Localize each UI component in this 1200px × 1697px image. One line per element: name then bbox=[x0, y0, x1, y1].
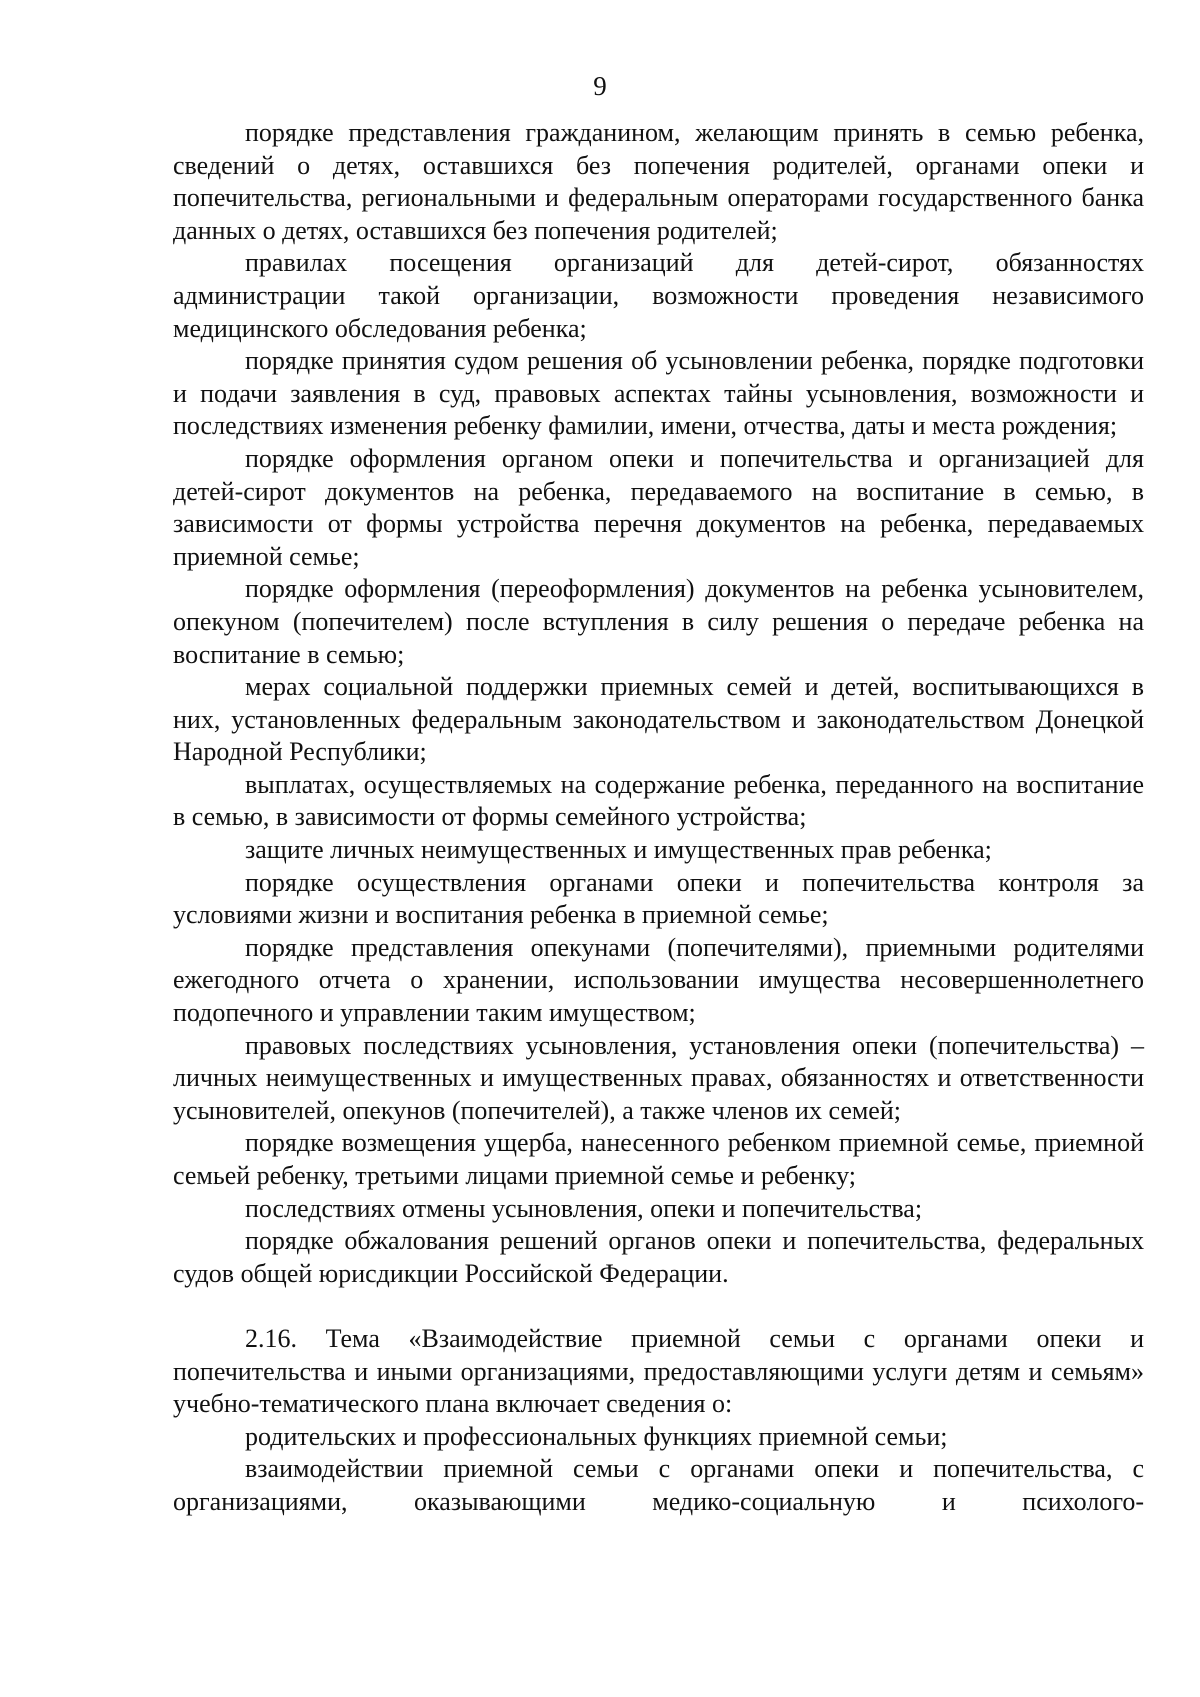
paragraph-damage-compensation: порядке возмещения ущерба, нанесенного ребенком приемной семье, приемной семьей ребенку, третьими лицами приемной семье и ребенку; bbox=[173, 1128, 1144, 1190]
paragraph-cancellation-consequences: последствиях отмены усыновления, опеки и попечительства; bbox=[245, 1193, 923, 1223]
paragraph-appeal-procedure: порядке обжалования решений органов опеки и попечительства, федеральных судов общей юрисдикции Российской Федерации. bbox=[173, 1226, 1144, 1288]
section-spacer bbox=[173, 1290, 1144, 1323]
paragraph-annual-report: порядке представления опекунами (попечителями), приемными родителями ежегодного отчета о хранении, использовании имущества несовершеннолетнего подопечного и управлении таким имуществом; bbox=[173, 932, 1144, 1028]
paragraph-document-preparation: порядке оформления органом опеки и попечительства и организацией для детей-сирот документов на ребенка, передаваемого на воспитание в семью, в зависимости от формы устройства перечня документов на ребенка, передаваемых приемной семье; bbox=[173, 443, 1144, 571]
section-item-functions: родительских и профессиональных функциях приемной семьи; bbox=[245, 1421, 948, 1451]
paragraph-visit-rules: правилах посещения организаций для детей-сирот, обязанностях администрации такой организации, возможности проведения независимого медицинского обследования ребенка; bbox=[173, 248, 1144, 343]
paragraph-rights-protection: защите личных неимущественных и имущественных прав ребенка; bbox=[245, 835, 992, 865]
page-number: 9 bbox=[593, 71, 607, 101]
section-heading-paragraph: 2.16. Тема «Взаимодействие приемной семьи с органами опеки и попечительства и иными организациями, предоставляющими услуги детям и семьям» учебно-тематического плана включает сведения о: bbox=[173, 1323, 1144, 1419]
paragraph-legal-consequences: правовых последствиях усыновления, установления опеки (попечительства) – личных неимущественных и имущественных правах, обязанностях и ответственности усыновителей, опекунов (попечителей), а также членов их семей; bbox=[173, 1030, 1144, 1125]
paragraph-guardianship-control: порядке осуществления органами опеки и попечительства контроля за условиями жизни и воспитания ребенка в приемной семье; bbox=[173, 867, 1144, 930]
paragraph-court-adoption: порядке принятия судом решения об усыновлении ребенка, порядке подготовки и подачи заявления в суд, правовых аспектах тайны усыновления, возможности и последствиях изменения ребенку фамилии, имени, отчества, даты и места рождения; bbox=[173, 346, 1144, 441]
paragraph-social-support: мерах социальной поддержки приемных семей и детей, воспитывающихся в них, установленных федеральным законодательством и законодательством Донецкой Народной Республики; bbox=[173, 672, 1144, 767]
section-item-interaction: взаимодействии приемной семьи с органами опеки и попечительства, с организациями, оказывающими медико-социальную и психолого- bbox=[173, 1454, 1144, 1516]
document-body bbox=[173, 117, 1144, 1519]
paragraph-payments: выплатах, осуществляемых на содержание ребенка, переданного на воспитание в семью, в зависимости от формы семейного устройства; bbox=[173, 769, 1144, 832]
paragraph-document-reissue: порядке оформления (переоформления) документов на ребенка усыновителем, опекуном (попечителем) после вступления в силу решения о передаче ребенка на воспитание в семью; bbox=[173, 574, 1144, 669]
paragraph-procedure-info: порядке представления гражданином, желающим принять в семью ребенка, сведений о детях, оставшихся без попечения родителей, органами опеки и попечительства, региональными и федеральным операторами государственного банка данных о детях, оставшихся без попечения родителей; bbox=[173, 118, 1144, 245]
